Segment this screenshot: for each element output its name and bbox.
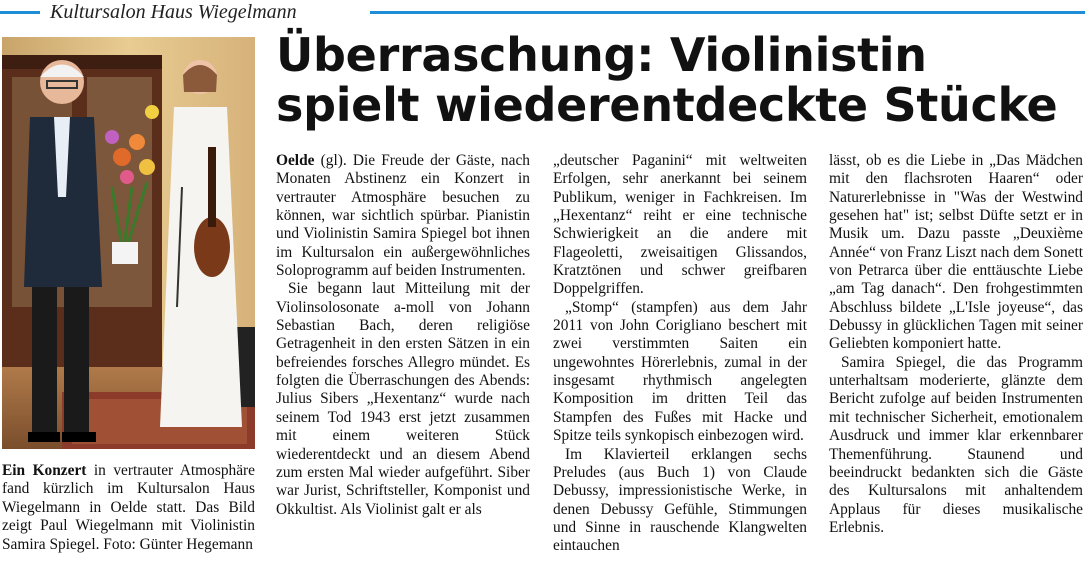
article-paragraph-4: „Stomp“ (stampfen) aus dem Jahr 2011 von John Corigliano beschert mit zwei verstimmten Saiten ein ungewohntes Hörerlebnis, zumal in der insgesamt rhythmisch angelegten Komposition im dritten Teil das Stampfen des Fußes mit Hacke und Spitze teils synkopisch einbezogen wird. [553, 298, 807, 445]
headline-line-2: spielt wiederentdeckte Stücke [276, 78, 1058, 132]
section-kicker: Kultursalon Haus Wiegelmann [40, 0, 307, 24]
article-photo [2, 37, 255, 449]
article-column-3 [829, 152, 1083, 537]
article-paragraph-2: Sie begann laut Mitteilung mit der Violinsolosonate a-moll von Johann Sebastian Bach, deren religiöse Getragenheit in den ersten Sätzen in ein befreiendes forsches Allegro mündet. Es folgten die Überraschungen des Abends: Julius Sibers „Hexentanz“ wurde nach seinem Tod 1943 erst jetzt zusammen mit einem weiteren Stück wiederentdeckt und an diesem Abend zum ersten Mal wieder aufgeführt. Siber war Jurist, Schriftsteller, Komponist und Okkultist. Als Violinist galt er als [276, 280, 530, 518]
article-paragraph-6: lässt, ob es die Liebe in „Das Mädchen mit den flachsroten Haaren“ oder Naturerlebnisse in "Was der Westwind gesehen hat" ist; selbst Düfte setzt er in Musik um. Dazu passte „Deuxième Année“ von Franz Liszt nach dem Sonett von Petrarca über die enttäuschte Liebe „am Tag danach“. Den frohgestimmten Abschluss bildete „L'Isle joyeuse“, das Debussy in glücklichen Tagen mit seiner Geliebten komponiert hatte. [829, 152, 1083, 353]
caption-lead: Ein Konzert [2, 462, 87, 479]
caption-text: in vertrauter Atmosphäre fand kürzlich im Kultursalon Haus Wiegelmann in Oelde statt. Das Bild zeigt Paul Wiegelmann mit Violinistin Samira Spiegel. Foto: Günter Hegemann [2, 462, 255, 553]
article-column-2 [553, 152, 807, 556]
article-column-1 [276, 152, 530, 519]
article-paragraph-1 [276, 152, 530, 280]
article-paragraph-5: Im Klavierteil erklangen sechs Preludes (aus Buch 1) von Claude Debussy, impressionistische Werke, in denen Debussy Gefühle, Stimmungen und Sinne in rauschende Klangwelten eintauchen [553, 445, 807, 555]
kicker-rule-left [0, 11, 40, 14]
photo-caption [2, 462, 255, 554]
dateline: Oelde [276, 152, 315, 169]
article-paragraph-3: „deutscher Paganini“ mit weltweiten Erfolgen, sehr anerkannt bei seinem Publikum, weniger in Fachkreisen. Im „Hexentanz“ reiht er eine technische Schwierigkeit an die andere mit Flageoletti, zweisaitigen Glissandos, Kratztönen und schwer greifbaren Doppelgriffen. [553, 152, 807, 298]
photo-illustration [2, 37, 255, 449]
kicker-rule-right [370, 11, 1085, 14]
headline-line-1: Überraschung: Violinistin [276, 28, 927, 82]
caption-paragraph [2, 462, 255, 554]
article-paragraph-7: Samira Spiegel, die das Programm unterhaltsam moderierte, glänzte dem Bericht zufolge auf beiden Instrumenten mit technischer Sicherheit, emotionalem Ausdruck und immer klar erkennbarer Themenführung. Staunend und beeindruckt bedankten sich die Gäste des Kultursalons mit anhaltendem Applaus für dieses musikalische Erlebnis. [829, 353, 1083, 536]
headline [276, 30, 1076, 130]
paragraph-1-text: (gl). Die Freude der Gäste, nach Monaten Abstinenz ein Konzert in vertrauter Atmosphäre besuchen zu können, war sichtlich spürbar. Pianistin und Violinistin Samira Spiegel bot ihnen im Kultursalon ein außergewöhnliches Soloprogramm auf beiden Instrumenten. [276, 152, 530, 280]
